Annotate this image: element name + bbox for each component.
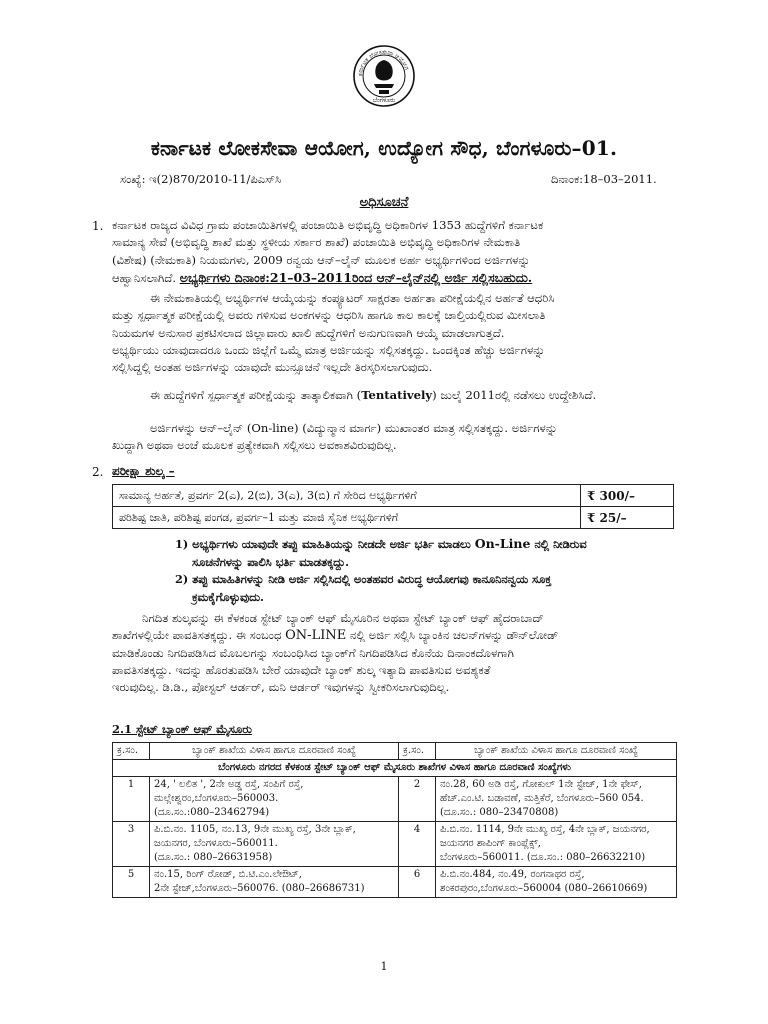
text-line: ಸಲ್ಲಿಸಿದ್ದಲ್ಲಿ ಅಂತಹ ಅರ್ಜಿಗಳನ್ನು ಯಾವುದೇ ಮುನ್ಸೂಚನೆ ಇಲ್ಲದೇ ತಿರಸ್ಕರಿಸಲಾಗುವುದು. [112,360,433,375]
online-word: On-Line [474,536,531,551]
text-span: ತಪ್ಪು ಮಾಹಿತಿಗಳನ್ನು ನೀಡಿ ಅರ್ಜಿ ಸಲ್ಲಿಸಿದಲ್ಲಿ ಅಂತಹವರ ವಿರುದ್ಧ ಆಯೋಗವು ಕಾನೂನಿನನ್ವಯ ಸೂಕ್ತ [192,572,552,586]
apply-from-date-highlight: ಅಭ್ಯರ್ಥಿಗಳು ದಿನಾಂಕ:21–03–2011ರಿಂದ ಆನ್–ಲೈನ್‌ನಲ್ಲಿ ಅರ್ಜಿ ಸಲ್ಲಿಸಬಹುದು. [179,269,533,285]
branch-address-cell [436,777,677,822]
branch-address-cell [150,777,399,822]
section-1-number: 1. [92,219,104,233]
address-line: ಪಿ.ಬಿ.ನಂ.484, ನಂ.49, ರಂಗನಾಥರ ರಸ್ತೆ, [440,869,585,880]
section-1-paragraph-2 [112,290,677,376]
table-row [113,867,677,898]
text-line [112,269,677,287]
text-line [112,627,677,644]
address-line: 24, ' ಲಲಿತ ', 2ನೇ ಅಡ್ಡ ರಸ್ತೆ, ಸಂಪಿಗೆ ರಸ್ತೆ, [154,779,304,790]
address-line: ನಂ.28, 60 ಅಡಿ ರಸ್ತೆ, ಗೋಕುಲ್ 1ನೇ ಸ್ಟೇಜ್, 1ನೇ ಫೇಸ್, [440,779,642,790]
serial-number-cell: 3 [113,822,150,867]
sbm-branch-table [112,742,677,898]
column-header-sl-no: ಕ್ರ.ಸಂ. [399,743,436,760]
section-2-number: 2. [92,465,104,479]
text-line: ಕ್ರಮಕೈಗೊಳ್ಳುವುದು. [192,589,264,604]
note-number: 1) [175,537,189,551]
address-line: (ದೂ.ಸಂ.: 080–26631958) [154,852,273,863]
text-line: ಮಾಡಿಕೊಂಡು ನಿಗದಿಪಡಿಸಿದ ಮೊಬಲಗನ್ನು ಸಂಬಂಧಿಸಿದ ಬ್ಯಾಂಕ್‌ಗೆ ನಿಗದಿಪಡಿಸಿದ ಕೊನೆಯ ದಿನಾಂಕದೊಳಗಾಗಿ [112,645,514,660]
branch-address-cell [150,867,399,898]
address-line: (ದೂ.ಸಂ.: 080–23470808) [440,807,559,818]
column-header-address: ಬ್ಯಾಂಕ್ ಶಾಖೆಯ ವಿಳಾಸ ಹಾಗೂ ದೂರವಾಣಿ ಸಂಖ್ಯೆ [436,743,677,760]
section-2-heading: ಪರೀಕ್ಷಾ ಶುಲ್ಕ – [112,464,175,478]
text-span: ಆಹ್ವಾನಿಸಲಾಗಿದೆ. [112,270,177,285]
address-line: 2ನೇ ಸ್ಟೇಜ್,ಬೆಂಗಳೂರು–560076. (080–26686731) [154,883,365,894]
text-line: (ವಿಶೇಷ) (ನೇಮಕಾತಿ) ನಿಯಮಗಳು, 2009 ರನ್ವಯ ಆನ್–ಲೈನ್ ಮೂಲಕ ಅರ್ಹ ಅಭ್ಯರ್ಥಿಗಳಿಂದ ಅರ್ಜಿಗಳನ್ನು [112,252,531,267]
table-header-row [113,743,677,760]
table-subheader-row [113,760,677,777]
fee-note-1 [175,535,675,606]
text-line: ಕರ್ನಾಟಕ ರಾಜ್ಯದ ವಿವಿಧ ಗ್ರಾಮ ಪಂಚಾಯಿತಿಗಳಲ್ಲಿ ಪಂಚಾಯಿತಿ ಅಭಿವೃದ್ಧಿ ಅಧಿಕಾರಿಗಳ 1353 ಹುದ್ದೆಗಳಿಗೆ ಕರ್ನಾಟಕ [112,218,544,232]
address-line: ಮಲ್ಲೇಶ್ವರಂ,ಬೆಂಗಳೂರು–560003. [154,793,279,804]
document-title: ಕರ್ನಾಟಕ ಲೋಕಸೇವಾ ಆಯೋಗ, ಉದ್ಯೋಗ ಸೌಧ, ಬೆಂಗಳೂರು–01. [150,136,618,160]
page-number: 1 [380,960,388,973]
text-line: ನಿಯಮಗಳ ಅನುಸಾರ ಪ್ರಕಟಿಸಲಾದ ಜಿಲ್ಲಾವಾರು ಖಾಲಿ ಹುದ್ದೆಗಳಿಗೆ ಅನುಗುಣವಾಗಿ ಆಯ್ಕೆ ಮಾಡಲಾಗುತ್ತದೆ. [112,325,505,340]
branch-address-cell [436,822,677,867]
online-word: ON-LINE [285,628,347,644]
text-line [175,571,675,589]
tentatively-word: Tentatively [361,388,433,402]
text-line: ಈ ನೇಮಕಾತಿಯಲ್ಲಿ ಅಭ್ಯರ್ಥಿಗಳ ಆಯ್ಕೆಯನ್ನು ಕಂಪ್ಯೂಟರ್ ಸಾಕ್ಷರತಾ ಅರ್ಹತಾ ಪರೀಕ್ಷೆಯಲ್ಲಿನ ಅರ್ಹತೆ ಆಧರಿಸಿ [150,291,555,305]
text-line: ನಿಗದಿತ ಶುಲ್ಕವನ್ನು ಈ ಕೆಳಕಂಡ ಸ್ಟೇಟ್ ಬ್ಯಾಂಕ್ ಆಫ್ ಮೈಸೂರಿನ ಅಥವಾ ಸ್ಟೇಟ್ ಬ್ಯಾಂಕ್ ಆಫ್ ಹೈದರಾಬಾದ್ [142,611,544,625]
text-line: ಪಾವತಿಸತಕ್ಕದ್ದು. ಇದನ್ನು ಹೊರತುಪಡಿಸಿ ಬೇರೆ ಯಾವುದೇ ಬ್ಯಾಂಕ್ ಶುಲ್ಕ ಇತ್ಯಾದಿ ಪಾವತಿಸುವ ಅವಶ್ಯಕತೆ [112,662,491,677]
serial-number-cell: 2 [399,777,436,822]
section-1-paragraph-3 [150,387,690,404]
seal-ring-text: ಕರ್ನಾಟಕ ಲೋಕಸೇವಾ ಆಯೋಗ [356,48,411,77]
address-line: ಶಂಕರಪುರಂ,ಬೆಂಗಳೂರು–560004 (080–26610669) [440,883,648,894]
fee-table [112,484,674,529]
serial-number-cell: 4 [399,822,436,867]
address-line: ಪಿ.ಬಿ.ನಂ. 1114, 9ನೇ ಮುಖ್ಯ ರಸ್ತೆ, 4ನೇ ಬ್ಲಾಕ್, ಜಯನಗರ, [440,824,650,835]
text-line: ಇರುವುದಿಲ್ಲ. ಡಿ.ಡಿ., ಪೋಸ್ಟಲ್ ಆರ್ಡರ್, ಮನಿ ಆರ್ಡರ್ ಇವುಗಳನ್ನು ಸ್ವೀಕರಿಸಲಾಗುವುದಿಲ್ಲ. [112,680,450,695]
column-header-address: ಬ್ಯಾಂಕ್ ಶಾಖೆಯ ವಿಳಾಸ ಹಾಗೂ ದೂರವಾಣಿ ಸಂಖ್ಯೆ [150,743,399,760]
table-row [113,507,674,529]
text-span: ನಲ್ಲಿ ಅರ್ಜಿ ಸಲ್ಲಿಸಿ ಬ್ಯಾಂಕಿನ ಚಲನ್‌ಗಳನ್ನು ಡೌನ್‌ಲೋಡ್ [349,628,559,643]
text-line: ಅಭ್ಯರ್ಥಿಯು ಯಾವುದಾದರೂ ಒಂದು ಜಿಲ್ಲೆಗೆ ಒಮ್ಮೆ ಮಾತ್ರ ಅರ್ಜಿಯನ್ನು ಸಲ್ಲಿಸತಕ್ಕದ್ದು. ಒಂದಕ್ಕಿಂತ ಹೆಚ್ಚು ಅರ್ಜಿಗಳನ್ನು [112,342,545,357]
branch-address-cell [150,822,399,867]
reference-number: ಸಂಖ್ಯೆ: ಇ(2)870/2010-11/ಪಿಎಸ್‌ಸಿ [120,172,282,186]
address-line: ಜಯನಗರ ಶಾಪಿಂಗ್ ಕಾಂಪ್ಲೆಕ್ಸ್, [440,838,541,849]
text-span: ಈ ಹುದ್ದೆಗಳಿಗೆ ಸ್ಪರ್ಧಾತ್ಮಕ ಪರೀಕ್ಷೆಯನ್ನು ತಾತ್ಕಾಲಿಕವಾಗಿ ( [150,388,362,402]
note-number: 2) [175,572,189,586]
kpsc-seal-emblem [352,44,416,124]
fee-category-cell: ಪರಿಶಿಷ್ಟ ಜಾತಿ, ಪರಿಶಿಷ್ಟ ಪಂಗಡ, ಪ್ರವರ್ಗ–1 ಮತ್ತು ಮಾಜಿ ಸೈನಿಕ ಅಭ್ಯರ್ಥಿಗಳಿಗೆ [113,507,581,529]
text-line [175,535,675,554]
serial-number-cell: 5 [113,867,150,898]
fee-amount-cell: ₹ 25/– [581,507,674,529]
serial-number-cell: 1 [113,777,150,822]
notification-heading: ಅಧಿಸೂಚನೆ [359,195,409,210]
table-subheader: ಬೆಂಗಳೂರು ನಗರದ ಕೆಳಕಂಡ ಸ್ಟೇಟ್ ಬ್ಯಾಂಕ್ ಆಫ್ ಮೈಸೂರು ಶಾಖೆಗಳ ವಿಳಾಸ ಹಾಗೂ ದೂರವಾಣಿ ಸಂಖ್ಯೆಗಳು [113,760,677,777]
address-line: (ದೂ.ಸಂ.:080–23462794) [154,807,270,818]
address-line: ಹೆಚ್.ಎಂ.ಟಿ. ಬಡಾವಣೆ, ಮತ್ತಿಕೆರೆ, ಬೆಂಗಳೂರು–560 054. [440,793,644,804]
table-row [113,777,677,822]
text-span: ಶಾಖೆಗಳಲ್ಲಿಯೇ ಪಾವತಿಸತಕ್ಕದ್ದು. ಈ ಸಂಬಂಧ [112,628,282,643]
address-line: ಪಿ.ಬಿ.ನಂ. 1105, ನಂ.13, 9ನೇ ಮುಖ್ಯ ರಸ್ತೆ, 3ನೇ ಬ್ಲಾಕ್, [154,824,356,835]
address-line: ಬೆಂಗಳೂರು–560011. (ದೂ.ಸಂ.: 080–26632210) [440,852,646,863]
fee-category-cell: ಸಾಮಾನ್ಯ ಅರ್ಹತೆ, ಪ್ರವರ್ಗ 2(ಎ), 2(ಬಿ), 3(ಎ), 3(ಬಿ) ಗೆ ಸೇರಿದ ಅಭ್ಯರ್ಥಿಗಳಿಗೆ [113,485,581,507]
table-row [113,485,674,507]
section-2-1-heading: 2.1 ಸ್ಟೇಟ್ ಬ್ಯಾಂಕ್ ಆಫ್ ಮೈಸೂರು [112,722,252,736]
text-line: ಖುದ್ದಾಗಿ ಅಥವಾ ಅಂಚೆ ಮೂಲಕ ಪ್ರತ್ಯೇಕವಾಗಿ ಸಲ್ಲಿಸಲು ಅವಕಾಶವಿರುವುದಿಲ್ಲ. [112,438,397,453]
fee-payment-paragraph [112,610,677,696]
section-1-paragraph-1 [112,217,677,287]
seal-city-text: ಬೆಂಗಳೂರು [372,97,396,104]
text-line: ಸೂಚನೆಗಳನ್ನು ಪಾಲಿಸಿ ಭರ್ತಿ ಮಾಡತಕ್ಕದ್ದು. [192,554,350,569]
serial-number-cell: 6 [399,867,436,898]
address-line: ಜಯನಗರ, ಬೆಂಗಳೂರು–560011. [154,838,278,849]
notice-date: ದಿನಾಂಕ:18–03–2011. [551,172,657,186]
text-span: ) ಜುಲೈ 2011ರಲ್ಲಿ ನಡೆಸಲು ಉದ್ದೇಶಿಸಿದೆ. [432,388,597,402]
branch-address-cell [436,867,677,898]
table-row [113,822,677,867]
text-line: ಮತ್ತು ಸ್ಪರ್ಧಾತ್ಮಕ ಪರೀಕ್ಷೆಯಲ್ಲಿ ಅವರು ಗಳಿಸುವ ಅಂಕಗಳನ್ನು ಆಧರಿಸಿ ಹಾಗೂ ಕಾಲ ಕಾಲಕ್ಕೆ ಚಾಲ್ತಿಯಲ್ಲಿರುವ ಮೀಸಲಾತಿ [112,308,546,323]
text-line: ಸಾಮಾನ್ಯ ಸೇವೆ (ಅಭಿವೃದ್ಧಿ ಶಾಖೆ ಮತ್ತು ಸ್ಥಳೀಯ ಸರ್ಕಾರ ಶಾಖೆ) ಪಂಚಾಯಿತಿ ಅಭಿವೃದ್ಧಿ ಅಧಿಕಾರಿಗಳ ನೇಮಕಾತಿ [112,235,521,250]
fee-amount-cell: ₹ 300/– [581,485,674,507]
section-1-paragraph-4 [112,420,677,455]
column-header-sl-no: ಕ್ರ.ಸಂ. [113,743,150,760]
text-span: ನಲ್ಲಿ ನೀಡಿರುವ [534,537,587,551]
text-span: ಅಭ್ಯರ್ಥಿಗಳು ಯಾವುದೇ ತಪ್ಪು ಮಾಹಿತಿಯನ್ನು ನೀಡದೇ ಅರ್ಜಿ ಭರ್ತಿ ಮಾಡಲು [192,537,471,551]
address-line: ನಂ.15, ರಿಂಗ್ ರೋಡ್, ಬಿ.ಟಿ.ಎಂ.ಲೇಔಟ್, [154,869,302,880]
text-line: ಅರ್ಜಿಗಳನ್ನು ಆನ್–ಲೈನ್ (On-line) (ವಿದ್ಯುನ್ಮಾನ ಮಾರ್ಗ) ಮುಖಾಂತರ ಮಾತ್ರ ಸಲ್ಲಿಸತಕ್ಕದ್ದು. ಅರ್ಜಿಗಳನ್ನು [150,421,558,435]
